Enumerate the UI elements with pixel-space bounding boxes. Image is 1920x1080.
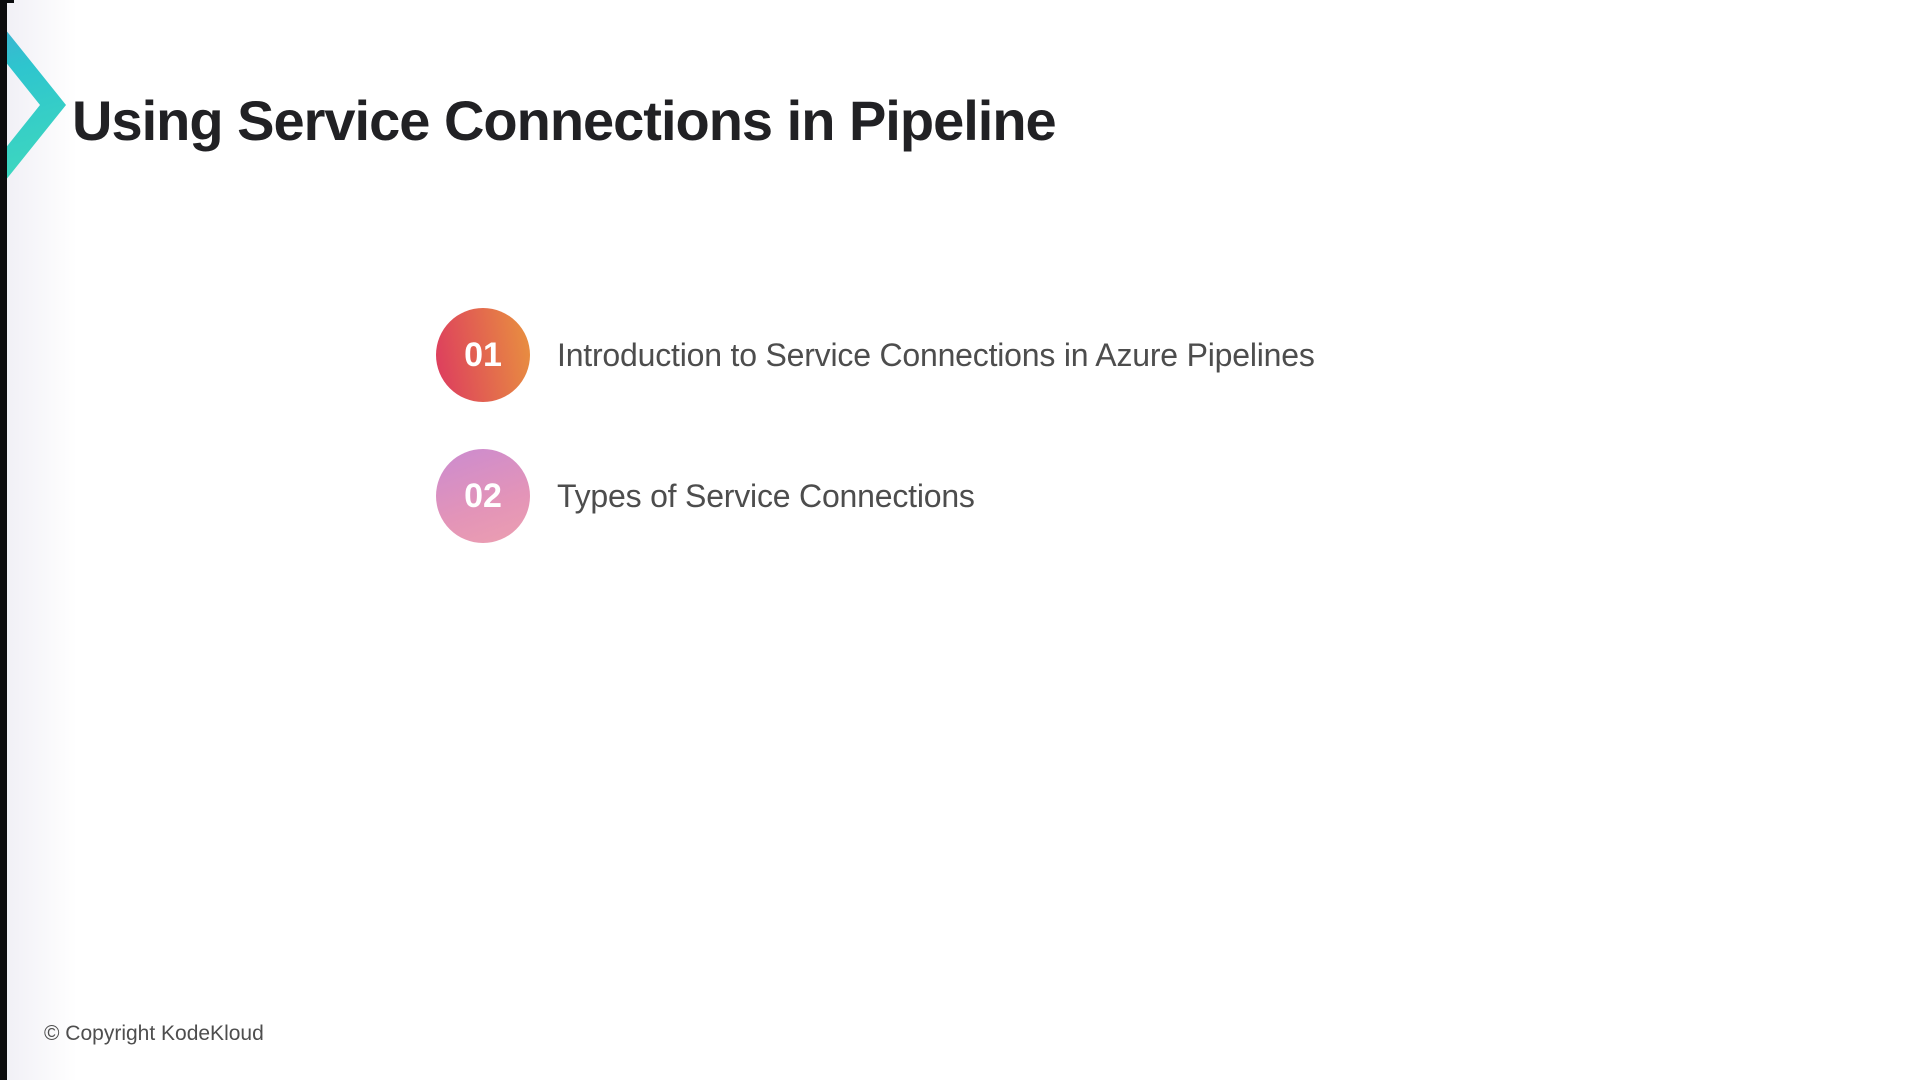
agenda-list [436,308,1315,543]
page-title: Using Service Connections in Pipeline [72,89,1056,152]
copyright-text: © Copyright KodeKloud [44,1022,264,1045]
top-edge-strip [0,0,14,3]
left-edge-strip [0,0,7,1080]
item-number-badge: 02 [436,449,530,543]
list-item [436,308,1315,402]
list-item [436,449,1315,543]
item-number-badge: 01 [436,308,530,402]
item-label: Types of Service Connections [557,477,975,514]
item-label: Introduction to Service Connections in Azure Pipelines [557,336,1315,373]
